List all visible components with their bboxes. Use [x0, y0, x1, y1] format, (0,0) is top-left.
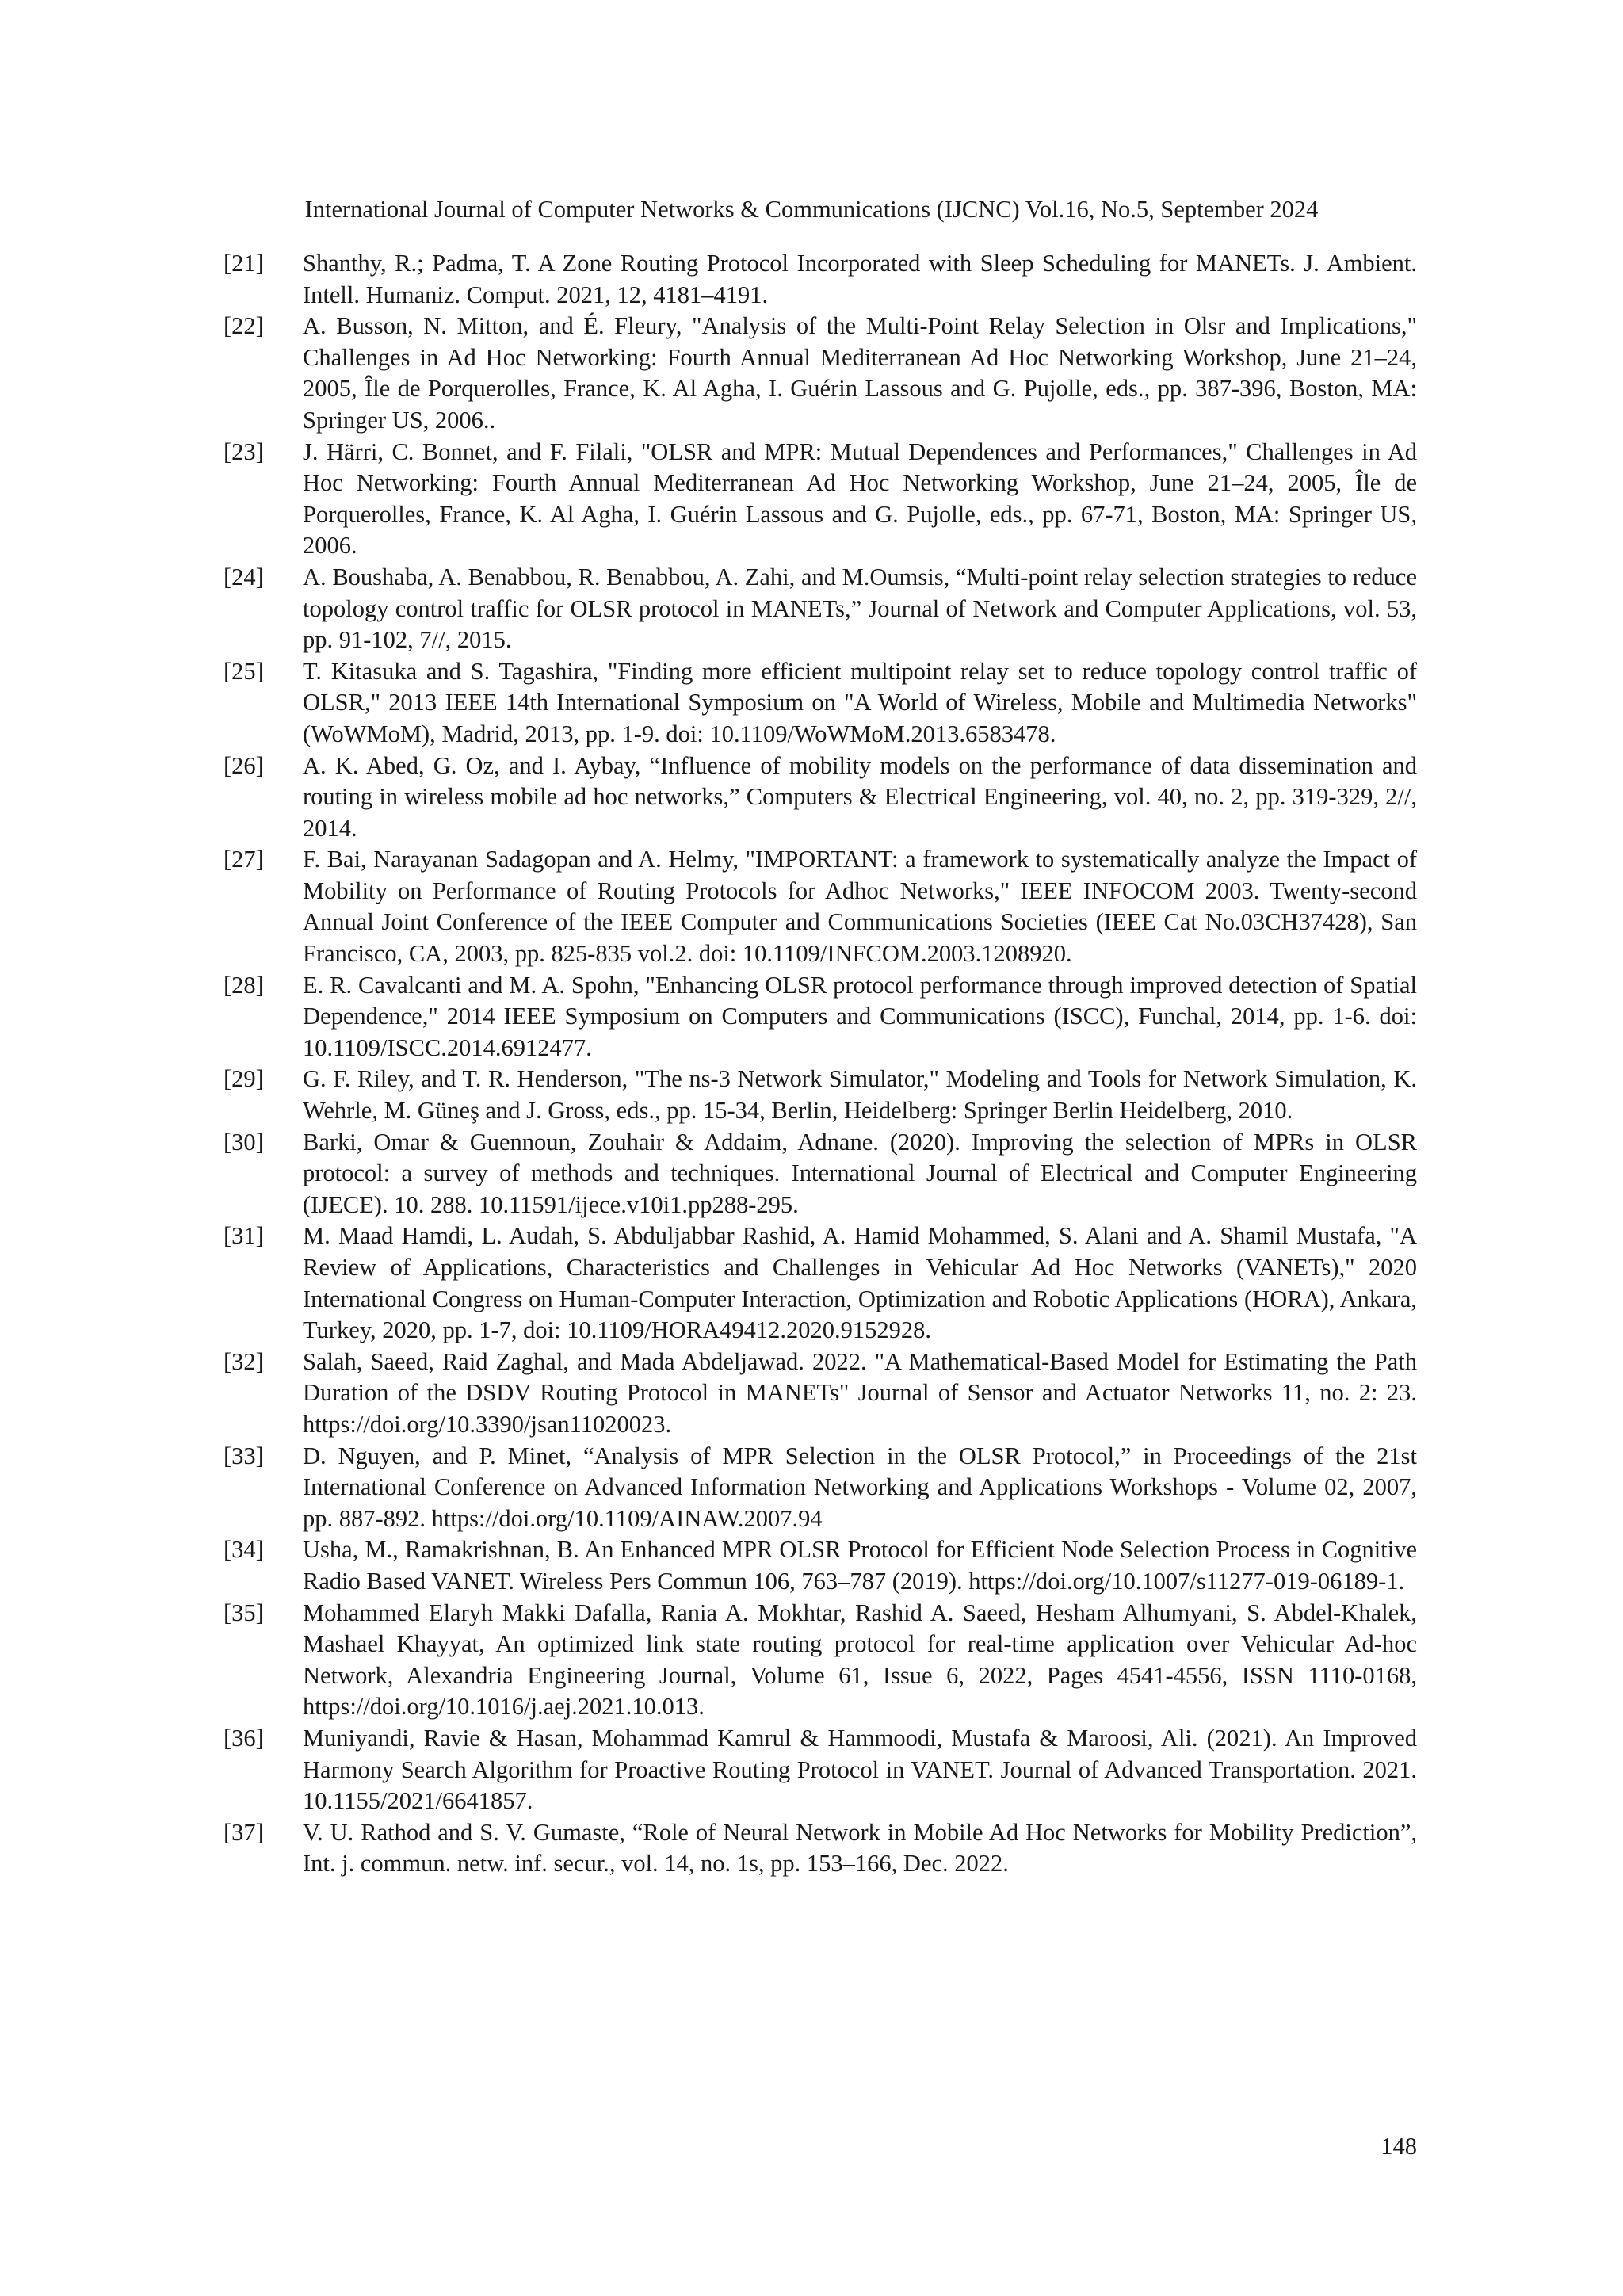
reference-text: D. Nguyen, and P. Minet, “Analysis of MPR Selection in the OLSR Protocol,” in Proceedings of the 21st International Conference on Advanced Information Networking and Applications Workshops - Volume 02, 2007, pp. 887-892. https://doi.org/10.1109/AINAW.2007.94 [303, 1442, 1417, 1532]
reference-item [223, 1064, 1417, 1126]
reference-item [223, 1534, 1417, 1597]
reference-text: Muniyandi, Ravie & Hasan, Mohammad Kamrul & Hammoodi, Mustafa & Maroosi, Ali. (2021). An Improved Harmony Search Algorithm for Proactive Routing Protocol in VANET. Journal of Advanced Transportation. 2021. 10.1155/2021/6641857. [303, 1724, 1417, 1815]
reference-text: Usha, M., Ramakrishnan, B. An Enhanced MPR OLSR Protocol for Efficient Node Selection Process in Cognitive Radio Based VANET. Wireless Pers Commun 106, 763–787 (2019). https://doi.org/10.1007/s11277-019-06189-1. [303, 1536, 1417, 1595]
reference-number: [24] [223, 563, 264, 590]
reference-number: [23] [223, 437, 264, 465]
reference-item [223, 311, 1417, 436]
reference-number: [30] [223, 1128, 264, 1156]
reference-item [223, 970, 1417, 1064]
reference-item [223, 248, 1417, 311]
reference-number: [33] [223, 1442, 264, 1469]
reference-number: [22] [223, 312, 264, 340]
reference-text: J. Härri, C. Bonnet, and F. Filali, "OLSR and MPR: Mutual Dependences and Performances," Challenges in Ad Hoc Networking: Fourth Annual Mediterranean Ad Hoc Networking Workshop, June 21–24, 2005, Île de Porquerolles, France, K. Al Agha, I. Guérin Lassous and G. Pujolle, eds., pp. 67-71, Boston, MA: Springer US, 2006. [303, 437, 1417, 560]
reference-text: A. K. Abed, G. Oz, and I. Aybay, “Influence of mobility models on the performance of data dissemination and routing in wireless mobile ad hoc networks,” Computers & Electrical Engineering, vol. 40, no. 2, pp. 319-329, 2//, 2014. [303, 751, 1417, 842]
reference-text: Barki, Omar & Guennoun, Zouhair & Addaim, Adnane. (2020). Improving the selection of MPRs in OLSR protocol: a survey of methods and techniques. International Journal of Electrical and Computer Engineering (IJECE). 10. 288. 10.11591/ijece.v10i1.pp288-295. [303, 1128, 1417, 1218]
reference-number: [21] [223, 250, 264, 277]
reference-item [223, 844, 1417, 969]
running-header: International Journal of Computer Networks & Communications (IJCNC) Vol.16, No.5, September 2024 [304, 196, 1319, 223]
reference-item [223, 1221, 1417, 1346]
reference-number: [27] [223, 846, 264, 873]
reference-item [223, 1441, 1417, 1535]
reference-number: [31] [223, 1222, 264, 1250]
reference-item [223, 1817, 1417, 1880]
reference-item [223, 437, 1417, 562]
reference-number: [37] [223, 1818, 264, 1846]
reference-number: [36] [223, 1724, 264, 1752]
reference-item [223, 1347, 1417, 1441]
reference-number: [26] [223, 751, 264, 779]
reference-text: A. Boushaba, A. Benabbou, R. Benabbou, A. Zahi, and M.Oumsis, “Multi-point relay selection strategies to reduce topology control traffic for OLSR protocol in MANETs,” Journal of Network and Computer Applications, vol. 53, pp. 91-102, 7//, 2015. [303, 563, 1417, 654]
reference-item [223, 562, 1417, 656]
reference-text: V. U. Rathod and S. V. Gumaste, “Role of Neural Network in Mobile Ad Hoc Networks for Mobility Prediction”, Int. j. commun. netw. inf. secur., vol. 14, no. 1s, pp. 153–166, Dec. 2022. [303, 1818, 1417, 1878]
reference-text: G. F. Riley, and T. R. Henderson, "The ns-3 Network Simulator," Modeling and Tools for Network Simulation, K. Wehrle, M. Güneş and J. Gross, eds., pp. 15-34, Berlin, Heidelberg: Springer Berlin Heidelberg, 2010. [303, 1065, 1417, 1125]
reference-item [223, 751, 1417, 845]
reference-text: F. Bai, Narayanan Sadagopan and A. Helmy, "IMPORTANT: a framework to systematically analyze the Impact of Mobility on Performance of Routing Protocols for Adhoc Networks," IEEE INFOCOM 2003. Twenty-second Annual Joint Conference of the IEEE Computer and Communications Societies (IEEE Cat No.03CH37428), San Francisco, CA, 2003, pp. 825-835 vol.2. doi: 10.1109/INFCOM.2003.1208920. [303, 846, 1417, 968]
reference-text: Shanthy, R.; Padma, T. A Zone Routing Protocol Incorporated with Sleep Scheduling for MANETs. J. Ambient. Intell. Humaniz. Comput. 2021, 12, 4181–4191. [303, 250, 1417, 308]
reference-number: [32] [223, 1347, 264, 1375]
reference-text: E. R. Cavalcanti and M. A. Spohn, "Enhancing OLSR protocol performance through improved detection of Spatial Dependence," 2014 IEEE Symposium on Computers and Communications (ISCC), Funchal, 2014, pp. 1-6. doi: 10.1109/ISCC.2014.6912477. [303, 971, 1417, 1061]
reference-text: Salah, Saeed, Raid Zaghal, and Mada Abdeljawad. 2022. "A Mathematical-Based Model for Estimating the Path Duration of the DSDV Routing Protocol in MANETs" Journal of Sensor and Actuator Networks 11, no. 2: 23. https://doi.org/10.3390/jsan11020023. [303, 1347, 1417, 1438]
reference-text: T. Kitasuka and S. Tagashira, "Finding more efficient multipoint relay set to reduce topology control traffic of OLSR," 2013 IEEE 14th International Symposium on "A World of Wireless, Mobile and Multimedia Networks" (WoWMoM), Madrid, 2013, pp. 1-9. doi: 10.1109/WoWMoM.2013.6583478. [303, 657, 1417, 747]
reference-number: [35] [223, 1599, 264, 1626]
reference-number: [25] [223, 657, 264, 685]
reference-item [223, 1127, 1417, 1221]
reference-text: A. Busson, N. Mitton, and É. Fleury, "Analysis of the Multi-Point Relay Selection in Olsr and Implications," Challenges in Ad Hoc Networking: Fourth Annual Mediterranean Ad Hoc Networking Workshop, June 21–24, 2005, Île de Porquerolles, France, K. Al Agha, I. Guérin Lassous and G. Pujolle, eds., pp. 387-396, Boston, MA: Springer US, 2006.. [303, 312, 1417, 434]
reference-list [223, 248, 1417, 1880]
reference-item [223, 1598, 1417, 1723]
reference-item [223, 1723, 1417, 1817]
reference-item [223, 656, 1417, 751]
reference-number: [28] [223, 971, 264, 999]
page-number: 148 [1381, 2133, 1417, 2160]
reference-number: [29] [223, 1065, 264, 1093]
reference-text: Mohammed Elaryh Makki Dafalla, Rania A. Mokhtar, Rashid A. Saeed, Hesham Alhumyani, S. Abdel-Khalek, Mashael Khayyat, An optimized link state routing protocol for real-time application over Vehicular Ad-hoc Network, Alexandria Engineering Journal, Volume 61, Issue 6, 2022, Pages 4541-4556, ISSN 1110-0168, https://doi.org/10.1016/j.aej.2021.10.013. [303, 1599, 1417, 1721]
reference-number: [34] [223, 1536, 264, 1564]
reference-text: M. Maad Hamdi, L. Audah, S. Abduljabbar Rashid, A. Hamid Mohammed, S. Alani and A. Shamil Mustafa, "A Review of Applications, Characteristics and Challenges in Vehicular Ad Hoc Networks (VANETs)," 2020 International Congress on Human-Computer Interaction, Optimization and Robotic Applications (HORA), Ankara, Turkey, 2020, pp. 1-7, doi: 10.1109/HORA49412.2020.9152928. [303, 1222, 1417, 1344]
